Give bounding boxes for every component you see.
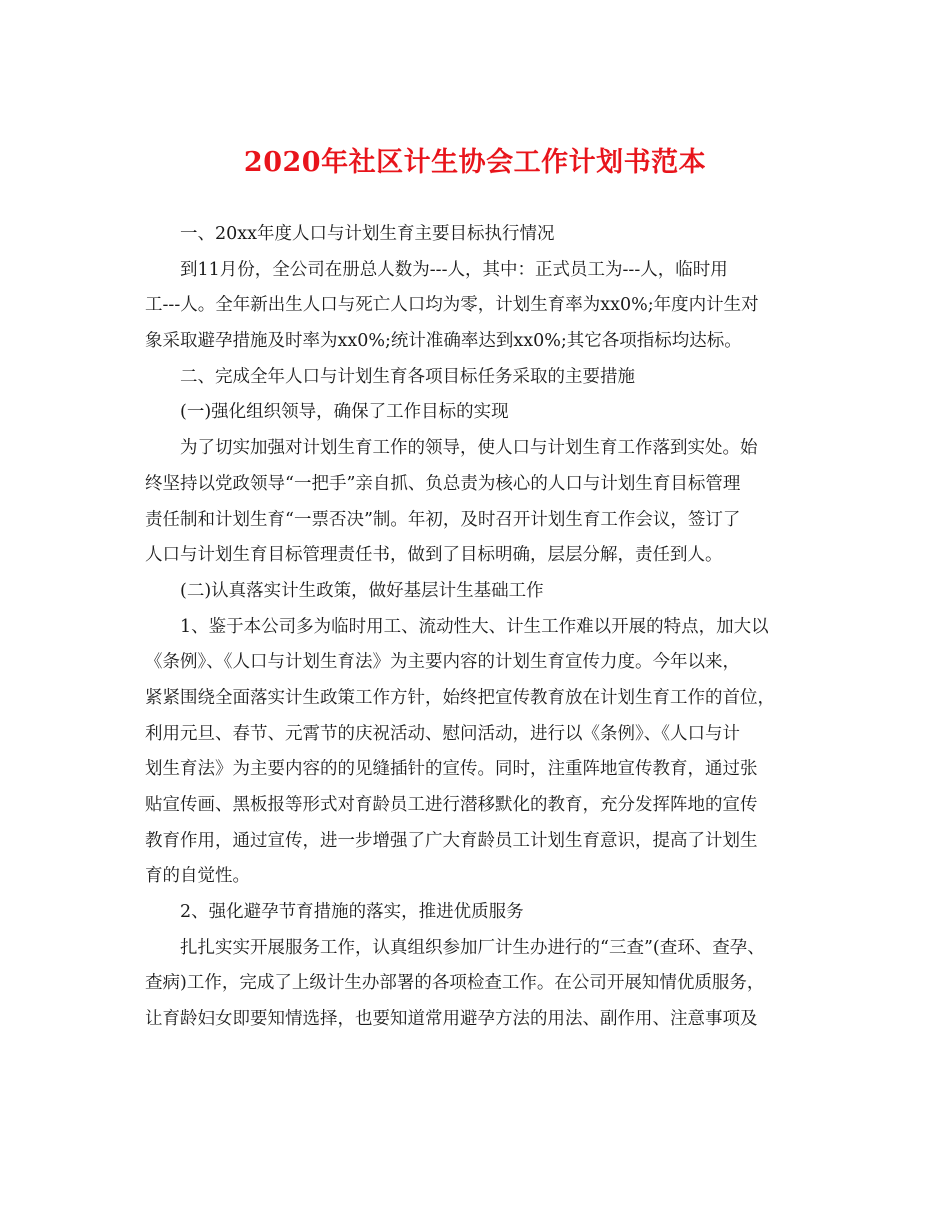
text-line: 贴宣传画、黑板报等形式对育龄员工进行潜移默化的教育，充分发挥阵地的宣传 <box>145 795 758 815</box>
text-line: 查病)工作，完成了上级计生办部署的各项检查工作。在公司开展知情优质服务， <box>145 973 765 994</box>
text-line: 1、鉴于本公司多为临时用工、流动性大、计生工作难以开展的特点，加大以 <box>180 616 769 637</box>
text-line: 教育作用，通过宣传，进一步增强了广大育龄员工计划生育意识，提高了计划生 <box>145 830 758 851</box>
text-line: 《条例》、《人口与计划生育法》为主要内容的计划生育宣传力度。今年以来， <box>145 652 740 673</box>
text-line: 终坚持以党政领导“一把手”亲自抓、负总责为核心的人口与计划生育目标管理 <box>145 473 741 494</box>
text-line: (二)认真落实计生政策，做好基层计生基础工作 <box>180 580 544 601</box>
text-line: 紧紧围绕全面落实计生政策工作方针，始终把宣传教育放在计划生育工作的首位， <box>145 687 775 708</box>
text-line: 工---人。全年新出生人口与死亡人口均为零，计划生育率为xx0%;年度内计生对 <box>145 295 759 316</box>
text-line: 让育龄妇女即要知情选择，也要知道常用避孕方法的用法、副作用、注意事项及 <box>145 1009 758 1030</box>
text-line: 育的自觉性。 <box>145 866 250 887</box>
text-line: 一、20xx年度人口与计划生育主要目标执行情况 <box>180 224 555 244</box>
text-line: 象采取避孕措施及时率为xx0%;统计准确率达到xx0%;其它各项指标均达标。 <box>145 331 742 352</box>
text-line: 2、强化避孕节育措施的落实，推进优质服务 <box>180 902 524 923</box>
document-body <box>145 217 810 1038</box>
text-line: 人口与计划生育目标管理责任书，做到了目标明确，层层分解，责任到人。 <box>145 545 723 566</box>
document-title: 2020年社区计生协会工作计划书范本 <box>243 147 707 178</box>
text-line: 利用元旦、春节、元霄节的庆祝活动、慰问活动，进行以《条例》、《人口与计 <box>145 723 740 744</box>
text-line: 二、完成全年人口与计划生育各项目标任务采取的主要措施 <box>180 366 635 387</box>
text-line: 为了切实加强对计划生育工作的领导，使人口与计划生育工作落到实处。始 <box>180 438 758 459</box>
text-line: 到11月份，全公司在册总人数为---人，其中：正式员工为---人，临时用 <box>180 259 728 280</box>
text-line: 划生育法》为主要内容的的见缝插针的宣传。同时，注重阵地宣传教育，通过张 <box>145 759 758 780</box>
text-line: (一)强化组织领导，确保了工作目标的实现 <box>180 402 509 423</box>
text-line: 扎扎实实开展服务工作，认真组织参加厂计生办进行的“三查”(查环、查孕、 <box>180 937 765 958</box>
text-line: 责任制和计划生育“一票否决”制。年初，及时召开计划生育工作会议，签订了 <box>145 509 741 530</box>
